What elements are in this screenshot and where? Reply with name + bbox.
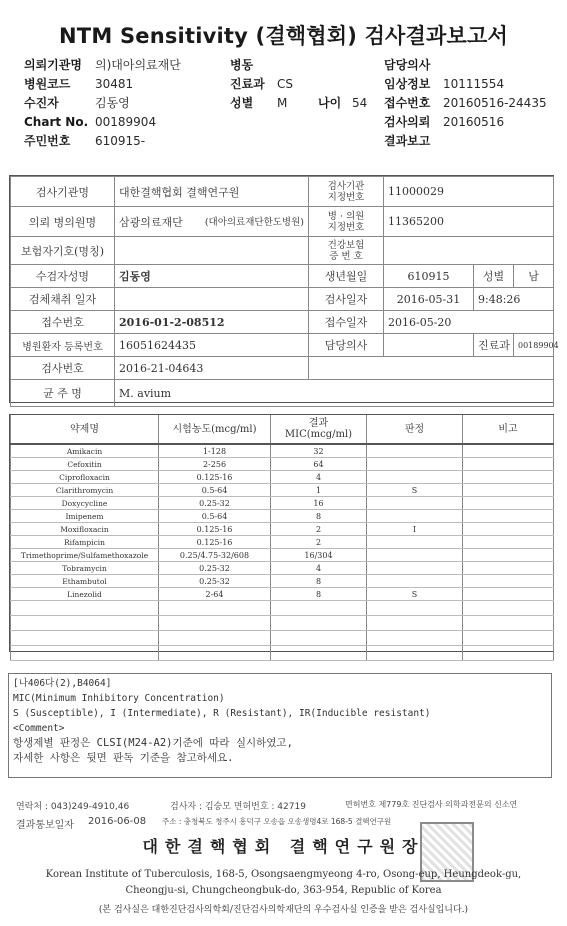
- value-lab-name: 대한결핵협회 결핵연구원: [115, 177, 309, 207]
- drug-mic-cell: 8: [271, 588, 367, 601]
- blank-cell: [271, 631, 367, 646]
- footer-address: 주소 : 충청북도 청주시 흥덕구 오송읍 오송생명4로 168-5 결핵연구원: [162, 817, 392, 826]
- blank-cell: [367, 616, 463, 631]
- label-age: 나이: [318, 96, 342, 110]
- drug-mic-cell: 2: [271, 536, 367, 549]
- label-ward: 병동: [230, 58, 254, 72]
- label-requesting-hospital: 의뢰 병의원명: [11, 207, 115, 237]
- drug-judge-cell: [367, 444, 463, 458]
- label-insurance-no-line2: 증 번 호: [329, 250, 363, 262]
- comment-text-2: 자세한 사항은 뒷면 판독 기준을 참고하세요.: [13, 752, 234, 764]
- drug-judge-cell: S: [367, 484, 463, 497]
- drug-range-cell: 2-256: [159, 458, 271, 471]
- label-clinical-info: 임상정보: [384, 77, 431, 91]
- susceptibility-table: [9, 414, 554, 652]
- value-hospital-alt-name: (대아의료재단한도병원): [204, 216, 304, 228]
- drug-row: [11, 484, 554, 497]
- blank-cell: [463, 646, 554, 661]
- label-sex: 성별: [230, 96, 254, 110]
- drug-row: [11, 588, 554, 601]
- drug-mic-cell: 32: [271, 444, 367, 458]
- drug-judge-cell: [367, 497, 463, 510]
- label-patient: 수진자: [24, 96, 59, 110]
- header-mic-line1: 결과: [308, 418, 329, 429]
- label-department: 진료과: [230, 77, 265, 91]
- drug-row: [11, 549, 554, 562]
- institute-address-en-2: Cheongju-si, Chungcheongbuk-do, 363-954, Republic of Korea: [125, 885, 442, 896]
- drug-name-cell: Imipenem: [11, 510, 159, 523]
- drug-name-cell: Tobramycin: [11, 562, 159, 575]
- label-insurer: 보험자기호(명칭): [11, 237, 115, 265]
- footer-contact: 연락처 : 043)249-4910,46: [16, 802, 130, 812]
- drug-judge-cell: [367, 562, 463, 575]
- value-attending: [384, 334, 474, 357]
- label-report-date: 결과보고: [384, 134, 431, 148]
- label-receipt-no: 접수번호: [384, 96, 431, 110]
- drug-range-cell: 0.25-32: [159, 497, 271, 510]
- blank-cell: [11, 616, 159, 631]
- value-dept: 00189904: [514, 334, 554, 357]
- drug-rows: [11, 444, 554, 661]
- comment-heading: <Comment>: [13, 723, 65, 734]
- blank-cell: [271, 646, 367, 661]
- drug-mic-cell: 8: [271, 575, 367, 588]
- drug-note-cell: [463, 523, 554, 536]
- label-lab-name: 검사기관명: [11, 177, 115, 207]
- value-hospital-id: 11365200: [384, 207, 554, 237]
- drug-range-cell: 0.125-16: [159, 523, 271, 536]
- label-hospital-id-line2: 지정번호: [327, 221, 365, 233]
- drug-mic-cell: 2: [271, 523, 367, 536]
- value-patient: 김동영: [95, 96, 130, 110]
- drug-judge-cell: [367, 575, 463, 588]
- value-patient-reg-no: 16051624435: [115, 334, 309, 357]
- value-test-time: 9:48:26: [474, 288, 554, 311]
- blank-row: [11, 646, 554, 661]
- label-dept: 진료과: [474, 334, 514, 357]
- drug-note-cell: [463, 497, 554, 510]
- label-lab-id-line1: 검사기관: [327, 180, 365, 192]
- value-sex: M: [277, 96, 288, 110]
- label-test-date: 검사일자: [309, 288, 384, 311]
- label-organism: 균 주 명: [11, 380, 115, 407]
- comment-legend: S (Susceptible), I (Intermediate), R (Resistant), IR(Inducible resistant): [13, 708, 431, 719]
- drug-name-cell: Ethambutol: [11, 575, 159, 588]
- drug-row: [11, 471, 554, 484]
- drug-judge-cell: [367, 471, 463, 484]
- blank-cell: [367, 601, 463, 616]
- value-requesting-hospital: [115, 207, 309, 237]
- drug-mic-cell: 4: [271, 562, 367, 575]
- header-note: 비고: [463, 415, 554, 444]
- drug-mic-cell: 8: [271, 510, 367, 523]
- certification-note: (본 검사실은 대한진단검사의학회/진단검사의학재단의 우수검사실 인증을 받은 검사실입니다.): [98, 905, 469, 915]
- value-examinee: 김동영: [115, 265, 309, 288]
- header-mic: [271, 415, 367, 444]
- blank-cell: [463, 631, 554, 646]
- label-collection-date: 검체채취 일자: [11, 288, 115, 311]
- drug-judge-cell: [367, 536, 463, 549]
- report-header: [0, 56, 567, 152]
- empty-cell: [309, 357, 554, 380]
- drug-range-cell: 0.25-32: [159, 562, 271, 575]
- blank-row: [11, 616, 554, 631]
- value-resident-no: 610915-: [95, 134, 146, 148]
- drug-row: [11, 536, 554, 549]
- label-physician: 담당의사: [384, 58, 431, 72]
- comment-box: [8, 673, 552, 778]
- label-lab-id-line2: 지정번호: [327, 191, 365, 203]
- drug-name-cell: Cefoxitin: [11, 458, 159, 471]
- specimen-info-table: [9, 175, 559, 403]
- drug-mic-cell: 16: [271, 497, 367, 510]
- value-request-date: 20160516: [443, 115, 505, 129]
- drug-row: [11, 510, 554, 523]
- institute-name: 대한결핵협회 결핵연구원장: [142, 837, 425, 856]
- drug-note-cell: [463, 562, 554, 575]
- drug-name-cell: Ciprofloxacin: [11, 471, 159, 484]
- blank-cell: [463, 616, 554, 631]
- footer-examiner: 검사자 : 김숭모 면허번호 : 42719: [170, 802, 306, 812]
- value-receipt-no: 20160516-24435: [443, 96, 547, 110]
- drug-range-cell: 0.25/4.75-32/608: [159, 549, 271, 562]
- label-attending: 담당의사: [309, 334, 384, 357]
- drug-row: [11, 497, 554, 510]
- comment-mic-definition: MIC(Minimum Inhibitory Concentration): [13, 693, 225, 704]
- drug-range-cell: 0.5-64: [159, 510, 271, 523]
- label-request-date: 검사의뢰: [384, 115, 431, 129]
- blank-row: [11, 631, 554, 646]
- blank-cell: [463, 601, 554, 616]
- value-organism: M. avium: [115, 380, 554, 407]
- drug-name-cell: Moxifloxacin: [11, 523, 159, 536]
- blank-cell: [367, 631, 463, 646]
- comment-code: [나406다(2),B4064]: [13, 678, 112, 689]
- label-insurance-no: [309, 237, 384, 265]
- drug-range-cell: 0.125-16: [159, 536, 271, 549]
- blank-cell: [271, 616, 367, 631]
- footer-date: 2016-06-08: [88, 816, 147, 827]
- label-hospital-id: [309, 207, 384, 237]
- value-test-no: 2016-21-04643: [115, 357, 309, 380]
- value-hospital-name: 삼광의료재단: [119, 215, 183, 229]
- label-hospital-code: 병원코드: [24, 77, 71, 91]
- value-collection-date: [115, 288, 309, 311]
- blank-cell: [11, 631, 159, 646]
- label-chart-no: Chart No.: [24, 115, 89, 129]
- drug-judge-cell: I: [367, 523, 463, 536]
- drug-note-cell: [463, 536, 554, 549]
- drug-name-cell: Doxycycline: [11, 497, 159, 510]
- drug-judge-cell: [367, 549, 463, 562]
- label-patient-reg-no: 병원환자 등록번호: [11, 334, 115, 357]
- drug-row: [11, 458, 554, 471]
- drug-name-cell: Clarithromycin: [11, 484, 159, 497]
- drug-name-cell: Trimethoprime/Sulfamethoxazole: [11, 549, 159, 562]
- value-insurance-no: [384, 237, 554, 265]
- value-birthdate: 610915: [384, 265, 474, 288]
- drug-note-cell: [463, 575, 554, 588]
- label-resident-no: 주민번호: [24, 134, 71, 148]
- drug-row: [11, 523, 554, 536]
- label-requesting-institution: 의뢰기관명: [24, 58, 82, 72]
- value-age: 54: [352, 96, 368, 110]
- drug-range-cell: 2-64: [159, 588, 271, 601]
- drug-note-cell: [463, 484, 554, 497]
- value-requesting-institution: 의)대아의료재단: [95, 58, 181, 72]
- value-test-date: 2016-05-31: [384, 288, 474, 311]
- blank-cell: [271, 601, 367, 616]
- institute-address-en-1: Korean Institute of Tuberculosis, 168-5, Osongsaengmyeong 4-ro, Osong-eup, Heungdeok-gu,: [45, 869, 522, 880]
- label-examinee: 수검자성명: [11, 265, 115, 288]
- drug-row: [11, 575, 554, 588]
- blank-cell: [159, 631, 271, 646]
- page-title: NTM Sensitivity (결핵협회) 검사결과보고서: [59, 24, 508, 48]
- blank-cell: [159, 601, 271, 616]
- blank-cell: [159, 646, 271, 661]
- label-test-no: 검사번호: [11, 357, 115, 380]
- value-lab-id: 11000029: [384, 177, 554, 207]
- blank-cell: [11, 646, 159, 661]
- label-insurance-no-line1: 건강보험: [327, 239, 365, 251]
- label-accession-date: 접수일자: [309, 311, 384, 334]
- value-insurer: [115, 237, 309, 265]
- blank-cell: [11, 601, 159, 616]
- label-gender: 성별: [474, 265, 514, 288]
- blank-cell: [159, 616, 271, 631]
- drug-mic-cell: 4: [271, 471, 367, 484]
- drug-note-cell: [463, 549, 554, 562]
- drug-range-cell: 0.25-32: [159, 575, 271, 588]
- label-birthdate: 생년월일: [309, 265, 384, 288]
- header-judgement: 판정: [367, 415, 463, 444]
- footer-date-label: 결과통보일자: [16, 820, 74, 831]
- value-accession-no: 2016-01-2-08512: [115, 311, 309, 334]
- drug-mic-cell: 64: [271, 458, 367, 471]
- drug-range-cell: 0.5-64: [159, 484, 271, 497]
- footer-license: 면허번호 제779호 진단검사 의학과전문의 신소연: [345, 800, 518, 809]
- drug-note-cell: [463, 458, 554, 471]
- drug-range-cell: 0.125-16: [159, 471, 271, 484]
- drug-mic-cell: 16/304: [271, 549, 367, 562]
- value-gender: 남: [514, 265, 554, 288]
- blank-cell: [367, 646, 463, 661]
- drug-judge-cell: [367, 510, 463, 523]
- blank-row: [11, 601, 554, 616]
- drug-range-cell: 1-128: [159, 444, 271, 458]
- drug-judge-cell: S: [367, 588, 463, 601]
- value-accession-date: 2016-05-20: [384, 311, 554, 334]
- drug-name-cell: Rifampicin: [11, 536, 159, 549]
- drug-note-cell: [463, 471, 554, 484]
- comment-text-1: 항생제별 판정은 CLSI(M24-A2)기준에 따라 실시하였고,: [13, 737, 293, 749]
- drug-note-cell: [463, 510, 554, 523]
- value-department: CS: [277, 77, 293, 91]
- header-range: 시험농도(mcg/ml): [159, 415, 271, 444]
- drug-note-cell: [463, 588, 554, 601]
- drug-row: [11, 562, 554, 575]
- label-hospital-id-line1: 병 · 의원: [327, 210, 365, 222]
- drug-judge-cell: [367, 458, 463, 471]
- drug-name-cell: Linezolid: [11, 588, 159, 601]
- value-clinical-info: 10111554: [443, 77, 505, 91]
- value-hospital-code: 30481: [95, 77, 134, 91]
- label-accession-no: 접수번호: [11, 311, 115, 334]
- value-chart-no: 00189904: [95, 115, 157, 129]
- label-lab-id: [309, 177, 384, 207]
- header-mic-line2: MIC(mcg/ml): [284, 429, 353, 440]
- drug-note-cell: [463, 444, 554, 458]
- drug-mic-cell: 1: [271, 484, 367, 497]
- drug-row: [11, 444, 554, 458]
- drug-name-cell: Amikacin: [11, 444, 159, 458]
- header-drug: 약제명: [11, 415, 159, 444]
